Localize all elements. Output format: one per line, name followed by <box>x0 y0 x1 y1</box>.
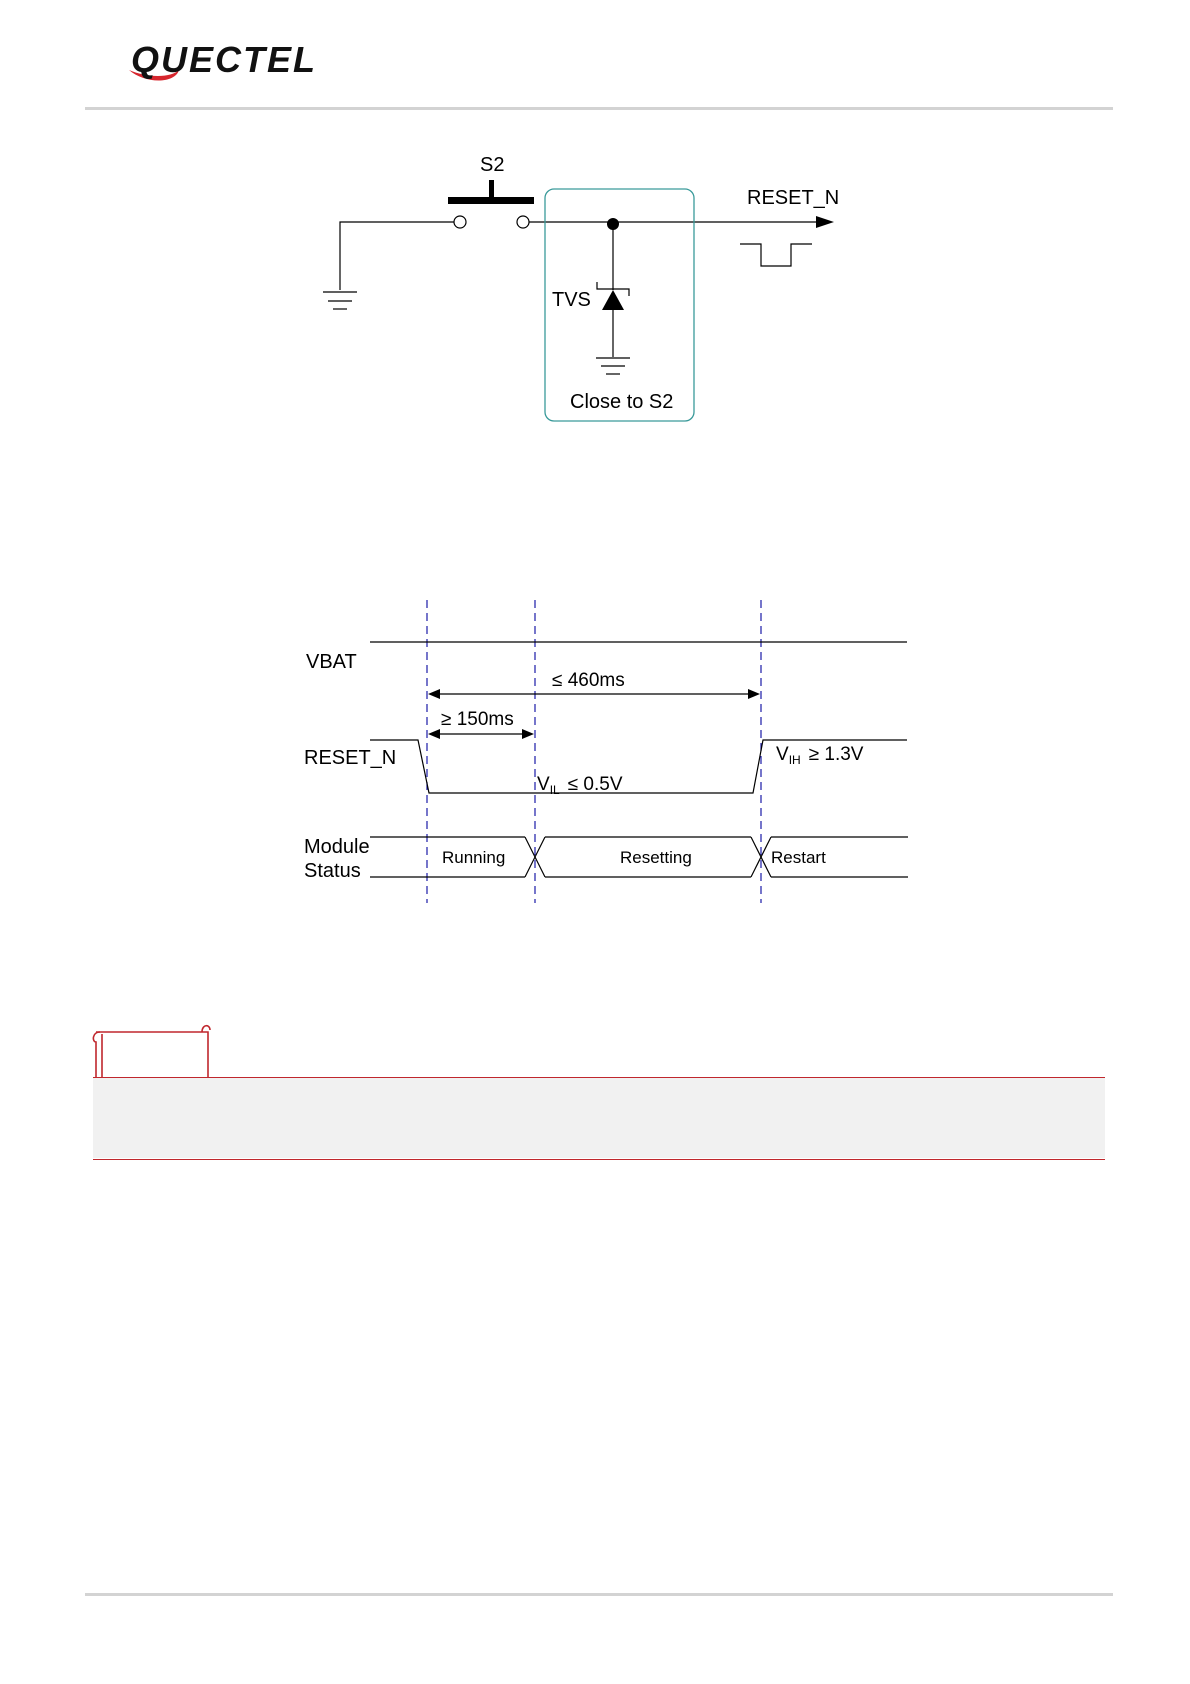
t-max-arrow-right-icon <box>748 689 760 699</box>
t-max-arrow-left-icon <box>428 689 440 699</box>
t-min-arrow-right-icon <box>522 729 534 739</box>
arrow-icon <box>816 216 834 228</box>
ground-icon-left <box>323 292 357 309</box>
state-restart: Restart <box>771 848 826 867</box>
vih-label <box>776 744 864 767</box>
reset-circuit-diagram <box>0 140 1190 440</box>
reset-timing-diagram <box>0 590 1190 910</box>
vbat-label: VBAT <box>306 651 357 673</box>
switch-contact-right <box>517 216 529 228</box>
tvs-diode-icon <box>602 290 624 310</box>
vih-sub: IH <box>788 753 801 767</box>
vih-main: V <box>776 744 789 765</box>
module-label-1: Module <box>304 836 370 858</box>
tvs-label: TVS <box>552 289 591 311</box>
module-label-2: Status <box>304 860 361 882</box>
vil-label <box>537 774 623 797</box>
reset-label: RESET_N <box>304 747 397 769</box>
vil-value: ≤ 0.5V <box>567 774 623 795</box>
switch-contact-left <box>454 216 466 228</box>
svg-text:QUECTEL: QUECTEL <box>131 40 318 80</box>
t-min-label: ≥ 150ms <box>441 709 514 730</box>
state-running: Running <box>442 848 506 867</box>
vih-value: ≥ 1.3V <box>808 744 864 765</box>
header-rule <box>85 107 1113 110</box>
box-label: Close to S2 <box>570 391 674 413</box>
switch-stem <box>489 180 494 200</box>
footer-rule <box>85 1593 1113 1596</box>
pulse-icon <box>740 244 812 266</box>
t-min-arrow-left-icon <box>428 729 440 739</box>
note-content-area <box>93 1078 1105 1158</box>
switch-label: S2 <box>480 154 505 176</box>
logo <box>125 40 435 100</box>
vil-main: V <box>537 774 550 795</box>
t-max-label: ≤ 460ms <box>552 670 625 691</box>
quectel-logo-icon <box>125 40 435 100</box>
vil-sub: IL <box>549 783 560 797</box>
signal-label: RESET_N <box>747 187 840 209</box>
ground-icon-tvs <box>596 358 630 374</box>
wire-left <box>340 222 454 290</box>
note-bottom-rule <box>93 1159 1105 1160</box>
state-resetting: Resetting <box>620 848 692 867</box>
